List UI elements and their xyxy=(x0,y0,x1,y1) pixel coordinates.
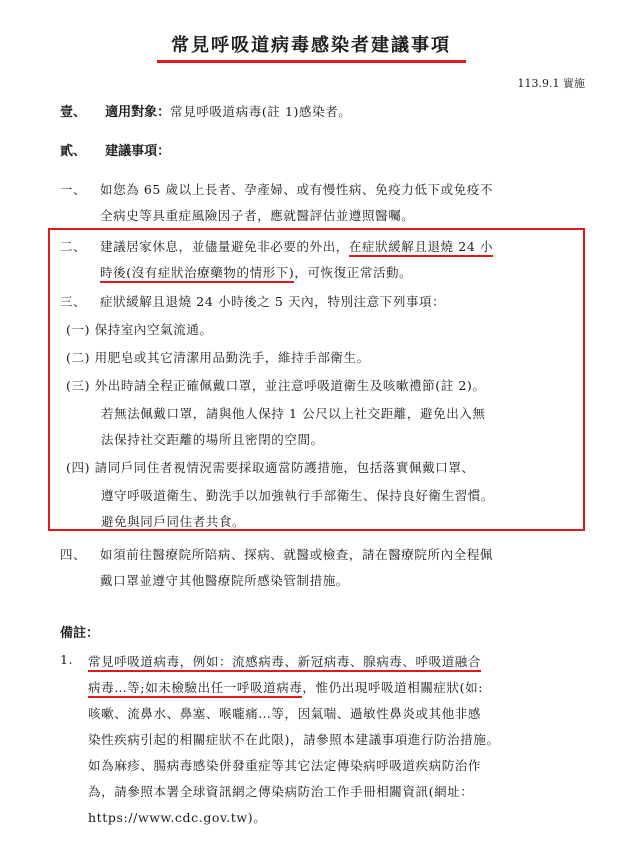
section-one-label: 適用對象： xyxy=(105,105,171,120)
item-two-highlight-2: 時後(沒有症狀治療藥物的情形下) xyxy=(100,265,294,283)
subitem-3-line-2: 若無法佩戴口罩，請與他人保持 1 公尺以上社交距離，避免出入無 xyxy=(101,406,486,421)
item-two-line-1a: 建議居家休息，並儘量避免非必要的外出， xyxy=(100,239,349,254)
item-three-num: 三、 xyxy=(60,294,87,309)
section-two xyxy=(60,140,170,159)
item-one-line-2: 全病史等具重症風險因子者，應就醫評估並遵照醫囑。 xyxy=(100,208,415,223)
section-one-text: 常見呼吸道病毒(註 1)感染者。 xyxy=(170,104,352,119)
item-four-num: 四、 xyxy=(60,547,87,562)
note-1-line-2 xyxy=(88,678,483,696)
item-two-highlight-1: 在症狀緩解且退燒 24 小 xyxy=(349,239,493,257)
section-two-label: 建議事項： xyxy=(105,144,171,159)
subitem-4-line-2: 遵守呼吸道衛生、勤洗手以加強執行手部衛生、保持良好衛生習慣。 xyxy=(101,488,495,503)
subitem-2: (二) 用肥皂或其它清潔用品勤洗手，維持手部衛生。 xyxy=(66,350,370,365)
item-one-num: 一、 xyxy=(60,182,87,197)
subitem-4-line-3: 避免與同戶同住者共食。 xyxy=(101,514,246,529)
subitem-4-line-1: (四) 請同戶同住者視情況需要採取適當防護措施，包括落實佩戴口罩、 xyxy=(66,460,475,475)
note-1-line-6: 為，請參照本署全球資訊網之傳染病防治工作手冊相關資訊(網址： xyxy=(88,784,474,799)
effective-date: 113.9.1 實施 xyxy=(517,77,585,90)
section-one-num: 壹、 xyxy=(60,105,87,120)
page-title: 常見呼吸道病毒感染者建議事項 xyxy=(171,35,451,56)
item-four-line-1: 如須前往醫療院所陪病、探病、就醫或檢查，請在醫療院所內全程佩 xyxy=(100,547,494,562)
note-1-line-5: 如為麻疹、腸病毒感染併發重症等其它法定傳染病呼吸道疾病防治作 xyxy=(88,758,482,773)
note-1-line-7: https://www.cdc.gov.tw)。 xyxy=(88,810,267,825)
subitem-1: (一) 保持室內空氣流通。 xyxy=(66,322,213,337)
title-underline xyxy=(157,60,466,63)
item-two-line-1 xyxy=(100,237,493,255)
item-two-line-2 xyxy=(100,263,412,281)
section-one xyxy=(60,101,351,120)
item-four-line-2: 戴口罩並遵守其他醫療院所感染管制措施。 xyxy=(100,573,349,588)
note-1-line-2b: ，惟仍出現呼吸道相關症狀(如: xyxy=(302,680,484,695)
item-one-line-1: 如您為 65 歲以上長者、孕產婦、或有慢性病、免疫力低下或免疫不 xyxy=(100,182,494,197)
item-two-num: 二、 xyxy=(60,239,87,254)
section-two-num: 貳、 xyxy=(60,144,87,159)
note-1-highlight-2: 病毒…等;如未檢驗出任一呼吸道病毒 xyxy=(88,680,302,698)
note-1-highlight-1: 常見呼吸道病毒，例如：流感病毒、新冠病毒、腺病毒、呼吸道融合 xyxy=(88,654,481,672)
item-three-text: 症狀緩解且退燒 24 小時後之 5 天內，特別注意下列事項： xyxy=(100,294,446,309)
note-1-line-1 xyxy=(88,652,481,670)
subitem-3-line-1: (三) 外出時請全程正確佩戴口罩，並注意呼吸道衛生及咳嗽禮節(註 2)。 xyxy=(66,378,486,393)
subitem-3-line-3: 法保持社交距離的場所且密閉的空間。 xyxy=(101,432,324,447)
note-1-num: 1. xyxy=(60,652,74,667)
item-two-line-2b: ，可恢復正常活動。 xyxy=(294,265,413,280)
notes-heading: 備註： xyxy=(60,626,100,641)
note-1-line-3: 咳嗽、流鼻水、鼻塞、喉嚨痛…等，因氣喘、過敏性鼻炎或其他非感 xyxy=(88,706,482,721)
note-1-line-4: 染性疾病引起的相關症狀不在此限)，請參照本建議事項進行防治措施。 xyxy=(88,732,500,747)
